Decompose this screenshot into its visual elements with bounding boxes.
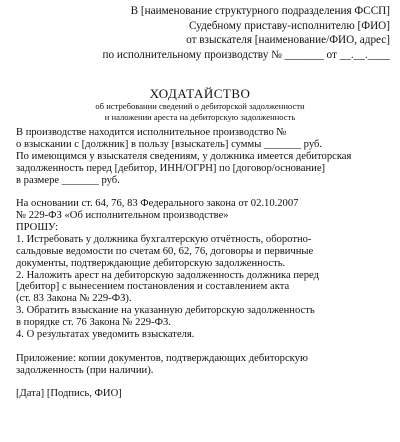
text-line: 4. О результатах уведомить взыскателя. [16, 329, 195, 341]
text-line: сальдовые ведомости по счетам 60, 62, 76, договоры и первичные [16, 245, 314, 257]
addressee-line-department: В [наименование структурного подразделения ФССП] [130, 5, 390, 17]
addressee-line-claimant: от взыскателя [наименование/ФИО, адрес] [186, 34, 390, 47]
text-line: В производстве находится исполнительное производство № [16, 127, 287, 138]
text-line: На основании ст. 64, 76, 83 Федерального закона от 02.10.2007 [16, 198, 299, 210]
addressee-block [60, 4, 390, 62]
text-line: 3. Обратить взыскание на указанную дебиторскую задолженность [16, 305, 315, 317]
text-line: [дебитор] с вынесением постановления и составлением акта [16, 281, 290, 293]
text-line: (ст. 83 Закона № 229-ФЗ). [16, 293, 132, 305]
signature-line: [Дата] [Подпись, ФИО] [16, 388, 122, 399]
text-line: задолженность перед [дебитор, ИНН/ОГРН] по [договор/основание] [16, 162, 326, 174]
text-line: 2. Наложить арест на дебиторскую задолженность должника перед [16, 269, 319, 281]
text-line: документы, подтверждающие дебиторскую задолженность. [16, 257, 286, 269]
subtitle-line: об истребовании сведений о дебиторской задолженности [95, 101, 305, 111]
paragraph-attachments [16, 353, 392, 377]
text-line: в порядке ст. 76 Закона № 229-ФЗ. [16, 317, 171, 329]
paragraph-requests [16, 198, 392, 341]
subtitle-line: и наложении ареста на дебиторскую задолженность [104, 112, 296, 122]
text-line: № 229-ФЗ «Об исполнительном производстве» [16, 210, 229, 222]
text-line: Приложение: копии документов, подтверждающих дебиторскую [16, 352, 308, 364]
text-line: По имеющимся у взыскателя сведениям, у должника имеется дебиторская [16, 150, 352, 162]
addressee-line-bailiff: Судебному приставу-исполнителю [ФИО] [189, 19, 390, 32]
text-line: о взыскании с [должник] в пользу [взыскатель] суммы _______ руб. [16, 138, 323, 150]
document-title: ХОДАТАЙСТВО [149, 86, 251, 101]
text-line: в размере _______ руб. [16, 174, 120, 186]
paragraph-case-facts [16, 127, 392, 187]
document-subtitle [0, 101, 400, 123]
text-line: задолженность (при наличии). [16, 364, 154, 376]
document-body [16, 127, 392, 412]
addressee-line-proceeding: по исполнительному производству № _______ от __.__.____ [102, 48, 390, 61]
text-line: 1. Истребовать у должника бухгалтерскую отчётность, оборотно- [16, 233, 312, 245]
text-line: ПРОШУ: [16, 221, 59, 233]
